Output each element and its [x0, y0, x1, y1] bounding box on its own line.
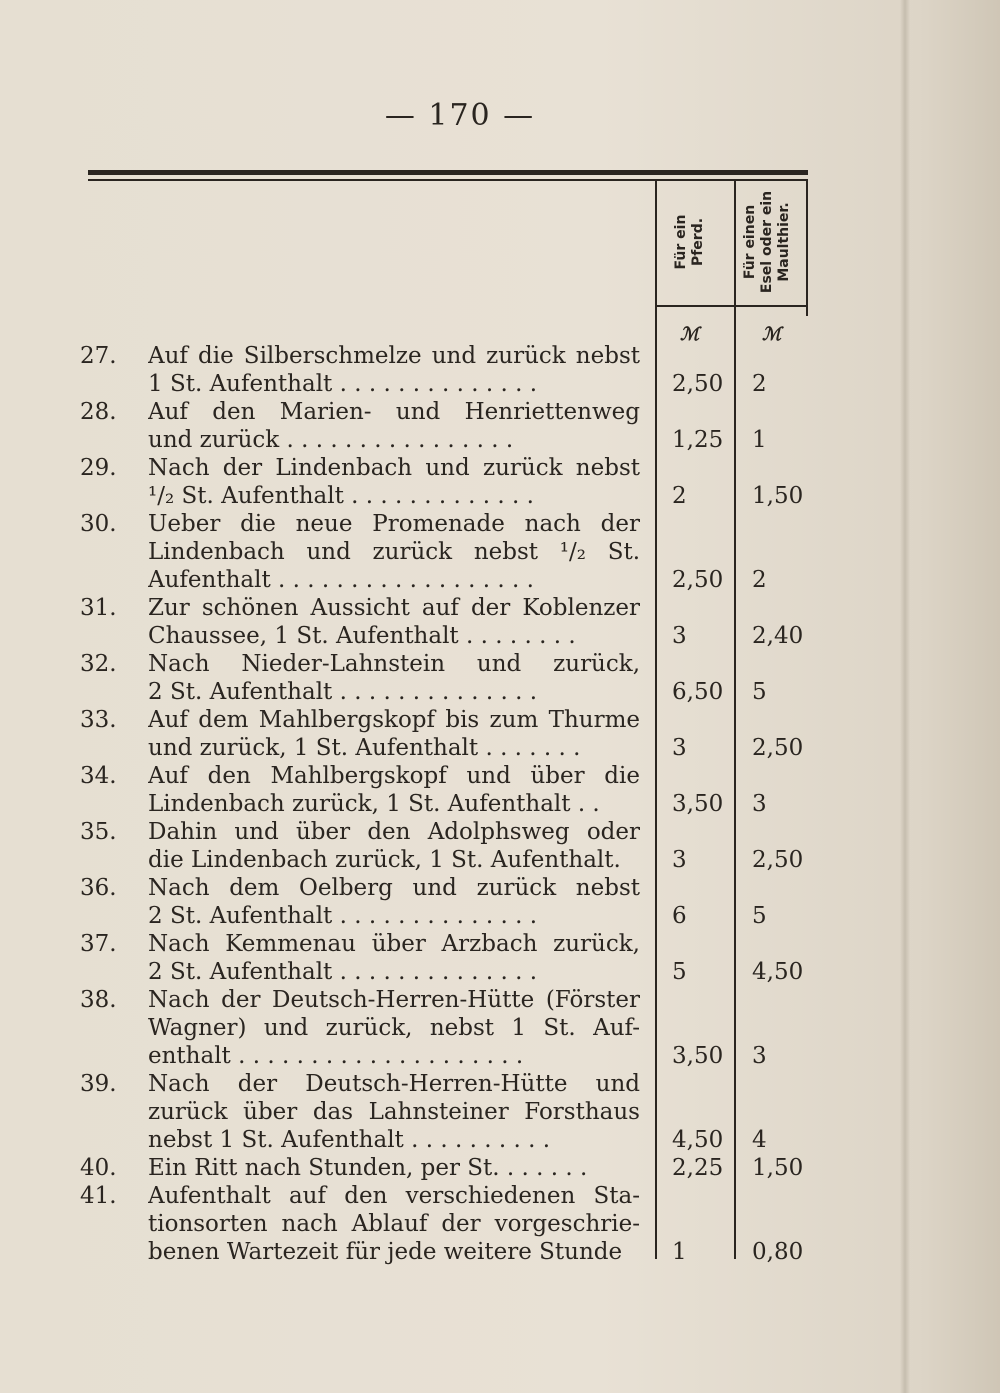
column-header-esel: [742, 177, 796, 307]
column-divider-right: [806, 181, 808, 316]
entry-description-line: Zur schönen Aussicht auf der Koblenzer: [148, 595, 640, 621]
entry-description-line: Nach der Deutsch-Herren-Hütte und: [148, 1071, 640, 1097]
entry-number: 38.: [80, 987, 117, 1013]
column-header-pferd: [673, 177, 709, 307]
entry-description-line: 1 St. Aufenthalt . . . . . . . . . . . . . .: [148, 371, 538, 397]
entry-description-line: Wagner) und zurück, nebst 1 St. Auf-: [148, 1015, 640, 1041]
price-esel: 2: [752, 567, 767, 593]
price-pferd: 3,50: [672, 1043, 724, 1069]
entry-number: 32.: [80, 651, 117, 677]
entry-description-line: Auf die Silberschmelze und zurück nebst: [148, 343, 640, 369]
entry-description-line: Ueber die neue Promenade nach der: [148, 511, 640, 537]
entry-description-line: Nach der Deutsch-Herren-Hütte (Förster: [148, 987, 640, 1013]
price-pferd: 3: [672, 735, 687, 761]
entry-description-line: Nach Kemmenau über Arzbach zurück,: [148, 931, 640, 957]
price-esel: 0,80: [752, 1239, 804, 1265]
entry-number: 41.: [80, 1183, 117, 1209]
column-header-pferd-line-1: Für ein: [673, 214, 689, 270]
entry-description-line: Auf den Mahlbergskopf und über die: [148, 763, 640, 789]
entry-number: 39.: [80, 1071, 117, 1097]
entry-description-line: Aufenthalt . . . . . . . . . . . . . . . . . .: [148, 567, 534, 593]
price-esel: 5: [752, 679, 767, 705]
entry-description-line: die Lindenbach zurück, 1 St. Aufenthalt.: [148, 847, 621, 873]
price-esel: 3: [752, 791, 767, 817]
entry-description-line: 2 St. Aufenthalt . . . . . . . . . . . . . .: [148, 679, 538, 705]
price-esel: 1: [752, 427, 767, 453]
entry-number: 36.: [80, 875, 117, 901]
price-esel: 4: [752, 1127, 767, 1153]
price-esel: 2,50: [752, 847, 804, 873]
price-esel: 1,50: [752, 483, 804, 509]
column-divider-left: [655, 181, 657, 1259]
entry-description-line: Auf dem Mahlbergskopf bis zum Thurme: [148, 707, 640, 733]
price-pferd: 3: [672, 623, 687, 649]
entry-description-line: 2 St. Aufenthalt . . . . . . . . . . . . . .: [148, 959, 538, 985]
price-esel: 2: [752, 371, 767, 397]
entry-description-line: 2 St. Aufenthalt . . . . . . . . . . . . . .: [148, 903, 538, 929]
book-fold-shadow: [900, 0, 910, 1393]
price-esel: 3: [752, 1043, 767, 1069]
price-pferd: 2,25: [672, 1155, 724, 1181]
price-pferd: 3,50: [672, 791, 724, 817]
entry-description-line: Nach der Lindenbach und zurück nebst: [148, 455, 640, 481]
entry-description-line: zurück über das Lahnsteiner Forsthaus: [148, 1099, 640, 1125]
price-pferd: 1: [672, 1239, 687, 1265]
unit-symbol-pferd: ℳ: [680, 324, 700, 345]
entry-description-line: Lindenbach und zurück nebst ¹/₂ St.: [148, 539, 640, 565]
entry-description-line: Nach dem Oelberg und zurück nebst: [148, 875, 640, 901]
entry-number: 34.: [80, 763, 117, 789]
entry-description-line: und zurück, 1 St. Aufenthalt . . . . . . .: [148, 735, 581, 761]
entry-number: 37.: [80, 931, 117, 957]
entry-description-line: Chaussee, 1 St. Aufenthalt . . . . . . . .: [148, 623, 576, 649]
column-header-esel-line-3: Maulthier.: [776, 202, 792, 282]
entry-description-line: Aufenthalt auf den verschiedenen Sta-: [148, 1183, 640, 1209]
page-number: — 170 —: [384, 98, 536, 133]
entry-number: 30.: [80, 511, 117, 537]
entry-number: 40.: [80, 1155, 117, 1181]
price-pferd: 2: [672, 483, 687, 509]
entry-description-line: Ein Ritt nach Stunden, per St. . . . . . .: [148, 1155, 588, 1181]
column-divider-middle: [734, 181, 736, 1259]
entry-description-line: Auf den Marien- und Henriettenweg: [148, 399, 640, 425]
price-pferd: 2,50: [672, 567, 724, 593]
price-pferd: 6: [672, 903, 687, 929]
price-pferd: 2,50: [672, 371, 724, 397]
price-pferd: 5: [672, 959, 687, 985]
price-esel: 2,50: [752, 735, 804, 761]
entry-description-line: enthalt . . . . . . . . . . . . . . . . . . . .: [148, 1043, 524, 1069]
column-header-pferd-line-2: Pferd.: [690, 217, 706, 267]
price-esel: 4,50: [752, 959, 804, 985]
price-pferd: 3: [672, 847, 687, 873]
entry-number: 33.: [80, 707, 117, 733]
column-header-esel-line-2: Esel oder ein: [759, 190, 775, 294]
entry-description-line: Lindenbach zurück, 1 St. Aufenthalt . .: [148, 791, 600, 817]
entry-number: 35.: [80, 819, 117, 845]
entry-description-line: benen Wartezeit für jede weitere Stunde: [148, 1239, 623, 1265]
entry-description-line: ¹/₂ St. Aufenthalt . . . . . . . . . . . . .: [148, 483, 534, 509]
entry-number: 29.: [80, 455, 117, 481]
entry-description-line: tionsorten nach Ablauf der vorgeschrie-: [148, 1211, 640, 1237]
price-pferd: 4,50: [672, 1127, 724, 1153]
entry-number: 31.: [80, 595, 117, 621]
entry-description-line: Nach Nieder-Lahnstein und zurück,: [148, 651, 640, 677]
table-top-rule: [88, 170, 808, 175]
price-esel: 1,50: [752, 1155, 804, 1181]
price-pferd: 6,50: [672, 679, 724, 705]
entry-description-line: nebst 1 St. Aufenthalt . . . . . . . . . .: [148, 1127, 551, 1153]
column-header-esel-line-1: Für einen: [742, 204, 758, 280]
price-pferd: 1,25: [672, 427, 724, 453]
entry-number: 28.: [80, 399, 117, 425]
entry-description-line: und zurück . . . . . . . . . . . . . . . .: [148, 427, 514, 453]
entry-number: 27.: [80, 343, 117, 369]
unit-symbol-esel: ℳ: [762, 324, 782, 345]
price-esel: 2,40: [752, 623, 804, 649]
entry-description-line: Dahin und über den Adolphsweg oder: [148, 819, 640, 845]
price-esel: 5: [752, 903, 767, 929]
